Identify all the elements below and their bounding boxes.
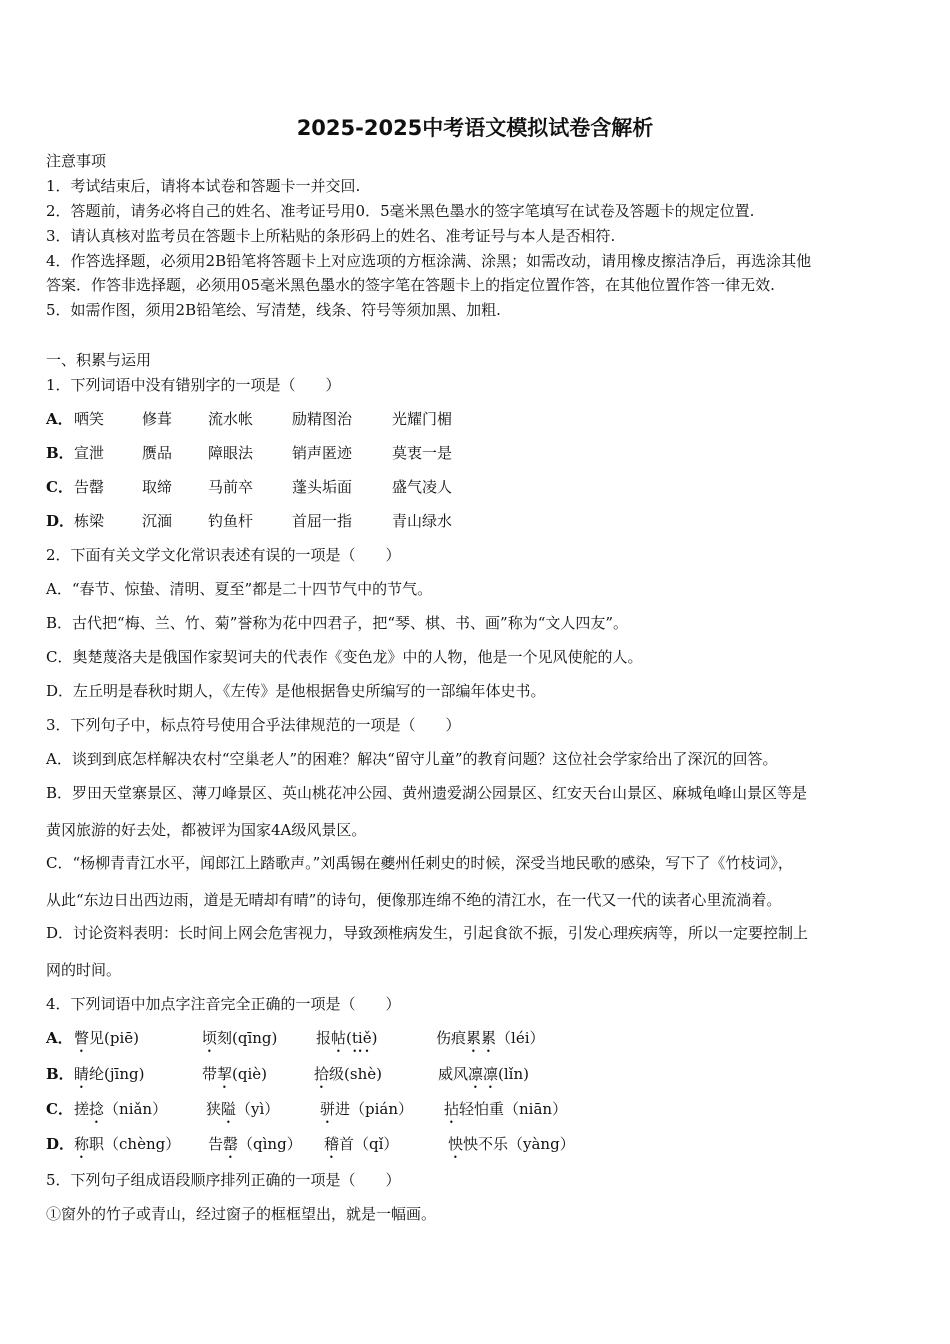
option-label: A． [46, 410, 73, 428]
q3-option-d: D．讨论资料表明：长时间上网会危害视力，导致颈椎病发生，引起食欲不振，引发心理疾病等，所以一定要控制上 [46, 924, 809, 942]
q4-stem: 4．下列词语中加点字注音完全正确的一项是（ ） [46, 995, 401, 1013]
option-label: C． [46, 478, 73, 496]
page-title: 2025-2025中考语文模拟试卷含解析 [296, 116, 654, 140]
notice-heading: 注意事项 [46, 152, 107, 170]
notice-item-2: 2．答题前，请务必将自己的姓名、准考证号用0．5毫米黑色墨水的签字笔填写在试卷及答题卡的规定位置. [46, 202, 755, 220]
option-word: 青山绿水 [392, 512, 453, 530]
q2-option-c: C．奥楚蔑洛夫是俄国作家契诃夫的代表作《变色龙》中的人物，他是一个见风使舵的人。 [46, 648, 643, 666]
q2-stem: 2．下面有关文学文化常识表述有误的一项是（ ） [46, 546, 401, 564]
option-word: 哂笑 [74, 410, 105, 428]
option-item: 称职（chèng） [74, 1135, 181, 1153]
option-word: 障眼法 [208, 444, 254, 462]
option-word: 钓鱼杆 [208, 512, 254, 530]
option-item: 骈进（pián） [320, 1100, 414, 1118]
notice-item-4-cont: 答案．作答非选择题，必须用05毫米黑色墨水的签字笔在答题卡上的指定位置作答，在其他位置作答一律无效. [46, 276, 775, 294]
q2-option-b: B．古代把“梅、兰、竹、菊”誉称为花中四君子，把“琴、棋、书、画”称为“文人四友”。 [46, 614, 629, 632]
q5-stem: 5．下列句子组成语段顺序排列正确的一项是（ ） [46, 1171, 401, 1189]
q3-option-b-cont: 黄冈旅游的好去处，都被评为国家4A级风景区。 [46, 821, 367, 839]
q3-option-a: A．谈到到底怎样解决农村“空巢老人”的困难？解决“留守儿童”的教育问题？这位社会学家给出了深沉的回答。 [46, 750, 778, 768]
q3-stem: 3．下列句子中，标点符号使用合乎法律规范的一项是（ ） [46, 716, 461, 734]
option-word: 赝品 [142, 444, 173, 462]
option-label: D． [46, 512, 75, 530]
q2-option-d: D．左丘明是春秋时期人，《左传》是他根据鲁史所编写的一部编年体史书。 [46, 682, 546, 700]
q2-option-a: A．“春节、惊蛰、清明、夏至”都是二十四节气中的节气。 [46, 580, 433, 598]
notice-item-5: 5．如需作图，须用2B铅笔绘、写清楚，线条、符号等须加黑、加粗. [46, 301, 501, 319]
option-word: 励精图治 [292, 410, 353, 428]
option-label: D． [46, 1135, 75, 1153]
option-item: 报帖(tiě) [316, 1029, 378, 1047]
option-word: 宣泄 [74, 444, 105, 462]
q3-option-c-cont: 从此“东边日出西边雨，道是无晴却有晴”的诗句，便像那连绵不绝的清江水，在一代又一代的读者心里流淌着。 [46, 891, 782, 909]
option-word: 沉湎 [142, 512, 173, 530]
q3-option-c: C．“杨柳青青江水平，闻郎江上踏歌声。”刘禹锡在夔州任刺史的时候，深受当地民歌的感染，写下了《竹枝词》， [46, 854, 793, 872]
option-label: A． [46, 1029, 73, 1047]
option-item: 顷刻(qīng) [202, 1029, 278, 1047]
option-label: C． [46, 1100, 73, 1118]
option-item: 怏怏不乐（yàng） [448, 1135, 575, 1153]
notice-item-3: 3．请认真核对监考员在答题卡上所粘贴的条形码上的姓名、准考证号与本人是否相符. [46, 227, 616, 245]
option-word: 告罄 [74, 478, 105, 496]
option-item: 拈轻怕重（niān） [444, 1100, 568, 1118]
option-word: 蓬头垢面 [292, 478, 353, 496]
option-item: 威风凛凛(lǐn) [438, 1065, 529, 1083]
option-item: 拾级(shè) [314, 1065, 382, 1083]
option-word: 盛气凌人 [392, 478, 453, 496]
option-word: 首屈一指 [292, 512, 353, 530]
option-item: 瞥见(piē) [74, 1029, 139, 1047]
option-label: B． [46, 1065, 74, 1083]
option-word: 马前卒 [208, 478, 254, 496]
option-item: 带挈(qiè) [202, 1065, 268, 1083]
option-item: 告罄（qìng） [208, 1135, 302, 1153]
option-word: 光耀门楣 [392, 410, 453, 428]
option-word: 销声匿迹 [292, 444, 353, 462]
option-item: 睛纶(jīng) [74, 1065, 145, 1083]
option-item: 搓捻（niǎn） [74, 1100, 168, 1118]
section-heading: 一、积累与运用 [46, 351, 152, 369]
q3-option-d-cont: 网的时间。 [46, 961, 122, 979]
q5-sentence-1: ①窗外的竹子或青山，经过窗子的框框望出，就是一幅画。 [46, 1205, 437, 1223]
option-word: 流水帐 [208, 410, 254, 428]
q3-option-b: B．罗田天堂寨景区、薄刀峰景区、英山桃花冲公园、黄州遗爱湖公园景区、红安天台山景区、麻城龟峰山景区等是 [46, 784, 808, 802]
option-word: 取缔 [142, 478, 173, 496]
option-word: 栋梁 [74, 512, 105, 530]
option-item: 稽首（qǐ） [324, 1135, 399, 1153]
option-word: 莫衷一是 [392, 444, 453, 462]
option-word: 修葺 [142, 410, 173, 428]
option-item: 狭隘（yì） [206, 1100, 280, 1118]
q1-stem: 1．下列词语中没有错别字的一项是（ ） [46, 376, 341, 394]
option-label: B． [46, 444, 74, 462]
option-item: 伤痕累累（léi） [436, 1029, 545, 1047]
notice-item-4: 4．作答选择题，必须用2B铅笔将答题卡上对应选项的方框涂满、涂黑；如需改动，请用橡皮擦洁净后，再选涂其他 [46, 252, 812, 270]
notice-item-1: 1．考试结束后，请将本试卷和答题卡一并交回. [46, 177, 361, 195]
